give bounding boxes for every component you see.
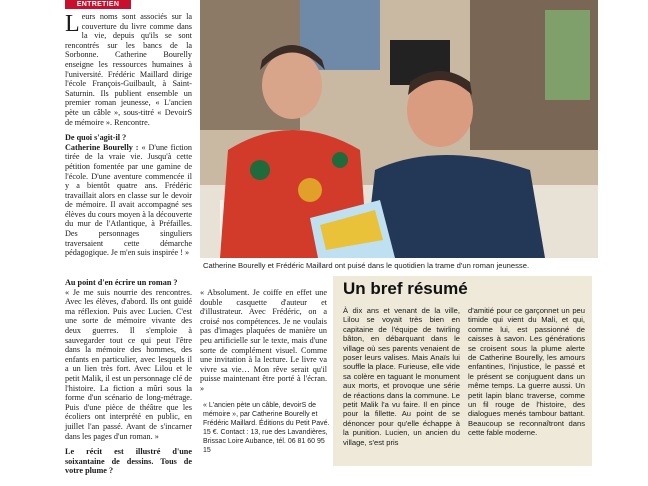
article-photo [200, 0, 598, 258]
answer-paragraph: Catherine Bourelly : « D'une fiction tirée de la vraie vie. Jusqu'à cette pétition fomentée par une gamine de l'école. D'une aventure commencée il y a bientôt quatre ans. Frédéric travaillait alors en classe sur le devoir de mémoire. Il avait accompagné ses élèves du cours moyen à la découverte du mur de l'Atlantique, à Préfailles. Des personnages singuliers traversaient cette démarche pédagogique. Je m'en suis inspirée ! » [65, 142, 192, 258]
drop-cap: L [65, 11, 80, 37]
article-column-1 [65, 12, 192, 258]
article-column-3 [200, 288, 327, 394]
question-heading: Au point d'en écrire un roman ? [65, 278, 178, 287]
speaker-name: Catherine Bourelly : [65, 142, 139, 152]
summary-column-left: À dix ans et venant de la ville, Lilou se voyait très bien en capitaine de l'équipe de twirling bâton, en débarquant dans le village où ses parents venaient de poser leurs valises. Mais Anaïs lui souffle la place. Furieuse, elle vide sa colère en taguant le monument aux morts, et provoque une série de réactions dans la commune. Le petit Malik l'a vu faire. Il en pince pour la fillette. Au point de se dénoncer pour qu'elle échappe à la punition. Lucien, un ancien du village, s'est pris [343, 306, 460, 447]
article-column-2 [65, 278, 192, 476]
question-heading: De quoi s'agit-il ? [65, 133, 127, 143]
answer-paragraph: « Je me suis nourrie des rencontres. Avec les élèves, d'abord. Ils ont guidé ma réflexion. Puis avec Lucien. C'est une sorte de mémoire vivante des deux guerres. Il s'emploie à sauvegarder tout ce qui peut l'être dans la mémoire des hommes, des enfants en particulier, avec lesquels il a un lien très fort. Avec Lilou et le petit Malik, il est un personnage clé de l'histoire. La fiction a mûri sous la forme d'un scénario de long-métrage. Puis d'une pièce de théâtre que les écoliers ont interprété en public, en juillet l'an passé. Avant de s'incarner dans les pages d'un roman. » [65, 287, 192, 441]
question-heading: Le récit est illustré d'une soixantaine de dessins. Tous de votre plume ? [65, 447, 192, 476]
summary-box [333, 276, 592, 466]
section-rubric: ENTRETIEN [65, 0, 131, 9]
summary-title: Un bref résumé [343, 279, 468, 298]
answer-paragraph: « Absolument. Je coiffe en effet une double casquette d'auteur et d'illustrateur. Avec Frédéric, on a croisé nos compétences. Je ne voulais pas d'images plaquées de manière un peu artificielle sur le texte, mais d'une sorte de complément visuel. Comme une invitation à la lecture. Le livre va vivre sa vie… Mon rêve serait qu'il puisse maintenant être porté à l'écran. » [200, 288, 327, 393]
intro-paragraph: Leurs noms sont associés sur la couverture du livre comme dans la vie, depuis qu'ils se sont rencontrés sur les bancs de la Sorbonne. Catherine Bourelly enseigne les ressources humaines à l'université. Frédéric Maillard dirige l'école François-Guilbault, à Saint-Saturnin. Ils publient ensemble un premier roman jeunesse, « L'ancien pète un câble », sous-titré « DevoirS de mémoire ». Rencontre. [65, 11, 192, 127]
photo-illustration [200, 0, 598, 258]
book-info: « L'ancien pète un câble, devoirS de mémoire », par Catherine Bourelly et Frédéric Maillard. Éditions du Petit Pavé. 15 €. Contact : 13, rue des Lavandières, Brissac Loire Aubance, tél. 06 81 60 95 15 [203, 402, 330, 454]
photo-caption: Catherine Bourelly et Frédéric Maillard ont puisé dans le quotidien la trame d'un roman jeunesse. [203, 261, 530, 270]
summary-column-right: d'amitié pour ce garçonnet un peu timide qui vient du Mali, et qui, comme lui, est passionné de caisses à savon. Les générations se croisent sous la plume alerte de Catherine Bourelly, les amours enfantines, l'injustice, le passé et le présent se conjuguent dans un même temps. La guerre aussi. Un petit lapin blanc traverse, comme un fil rouge de l'histoire, des dialogues menés tambour battant. Beaucoup se reconnaîtront dans cette fable moderne. [468, 306, 585, 438]
